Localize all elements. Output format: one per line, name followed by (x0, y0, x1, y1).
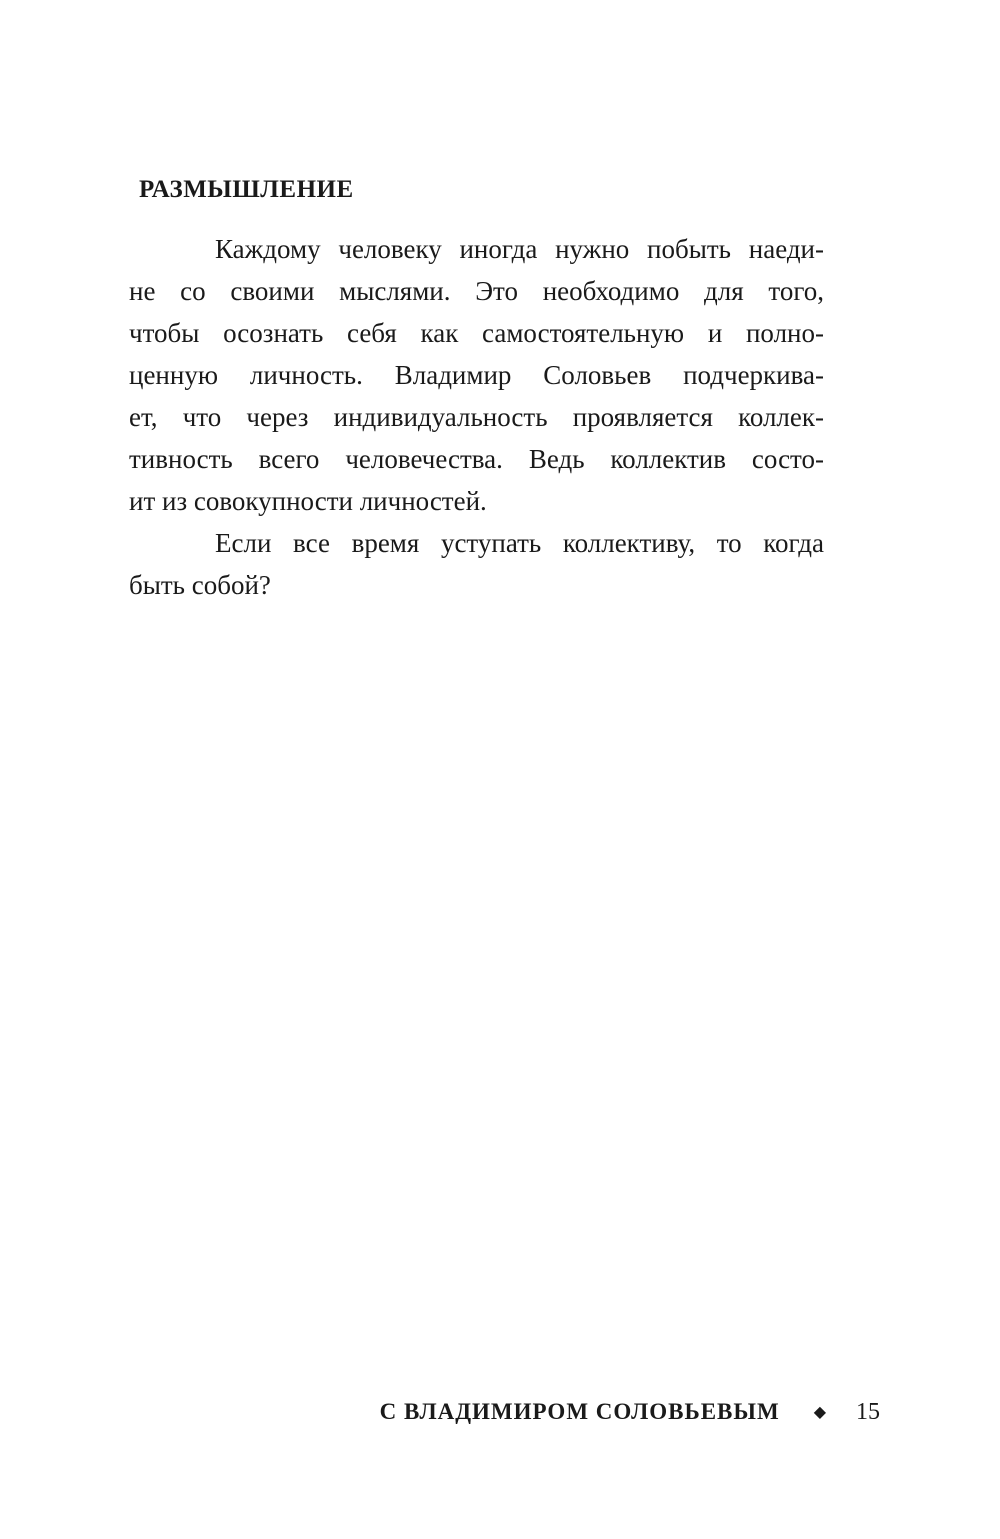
text-line: чтобы осознать себя как самостоятельную и полно- (129, 318, 824, 348)
text-line: ценную личность. Владимир Соловьев подчеркива- (129, 360, 824, 390)
paragraph (129, 522, 824, 606)
running-title: С ВЛАДИМИРОМ СОЛОВЬЕВЫМ (379, 1399, 780, 1424)
diamond-separator-icon: ◆ (813, 1404, 826, 1421)
section-heading: РАЗМЫШЛЕНИЕ (139, 176, 354, 203)
text-line: ет, что через индивидуальность проявляется коллек- (129, 402, 824, 432)
page-number: 15 (856, 1398, 880, 1425)
text-line: Если все время уступать коллективу, то когда (215, 528, 824, 558)
paragraph (129, 228, 824, 522)
text-line: ит из совокупности личностей. (129, 486, 487, 516)
body-text (129, 228, 824, 606)
text-line: не со своими мыслями. Это необходимо для того, (129, 276, 824, 306)
text-line: быть собой? (129, 570, 271, 600)
page-footer (340, 1392, 880, 1432)
text-line: тивность всего человечества. Ведь коллектив состо- (129, 444, 824, 474)
text-line: Каждому человеку иногда нужно побыть наеди- (215, 234, 824, 264)
